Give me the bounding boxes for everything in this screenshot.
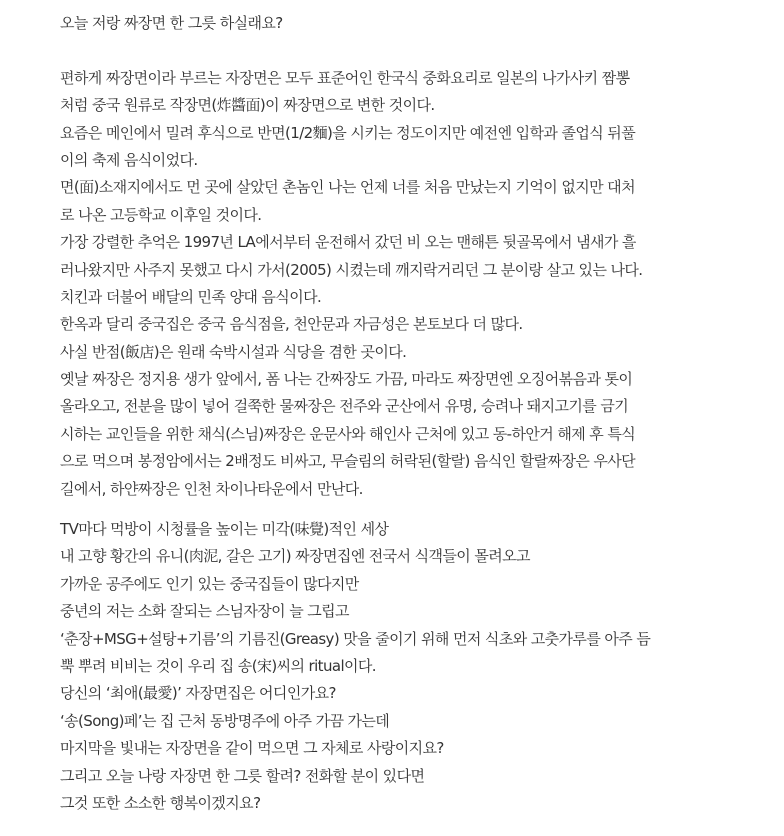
text-line: 편하게 짜장면이라 부르는 자장면은 모두 표준어인 한국식 중화요리로 일본의 나가사키 짬뽕 [60,68,630,87]
text-line: 길에서, 하얀짜장은 인천 차이나타운에서 만난다. [60,479,363,498]
article-title: 오늘 저랑 짜장면 한 그릇 하실래요? [60,14,283,32]
paragraph [60,311,750,338]
text-line: 로 나온 고등학교 이후일 것이다. [60,205,262,224]
verse-line: 마지막을 빛내는 자장면을 같이 먹으면 그 자체로 사랑이지요? [60,739,444,758]
paragraph [60,284,750,311]
text-line: 치킨과 더불어 배달의 민족 양대 음식이다. [60,287,322,306]
verse-line: ‘송(Song)페’는 집 근처 동방명주에 아주 가끔 가는데 [60,711,390,730]
text-line: 면(面)소재지에서도 먼 곳에 살았던 촌놈인 나는 언제 너를 처음 만났는지 기억이 없지만 대처 [60,178,635,197]
verse-line: 가까운 공주에도 인기 있는 중국집들이 많다지만 [60,574,359,593]
verse-line: 당신의 ‘최애(最愛)’ 자장면집은 어디인가요? [60,684,336,703]
paragraph [60,65,750,120]
text-line: 처럼 중국 원류로 작장면(炸醬面)이 짜장면으로 변한 것이다. [60,96,435,115]
text-line: 시하는 교인들을 위한 채식(스님)짜장은 운문사와 해인사 근처에 있고 동-하안거 해제 후 특식 [60,424,636,443]
text-line: 사실 반점(飯店)은 원래 숙박시설과 식당을 겸한 곳이다. [60,342,407,361]
verse-line: TV마다 먹방이 시청률을 높이는 미각(味覺)적인 세상 [60,520,389,539]
text-line: 으로 먹으며 봉정암에서는 2배정도 비싸고, 무슬림의 허락된(할랄) 음식인 할랄짜장은 우사단 [60,452,636,471]
paragraph [60,366,750,503]
article-body [60,10,750,817]
text-line: 옛날 짜장은 정지용 생가 앞에서, 폼 나는 간짜장도 가끔, 마라도 짜장면엔 오징어볶음과 톳이 [60,370,633,389]
text-line: 한옥과 달리 중국집은 중국 음식점을, 천안문과 자금성은 본토보다 더 많다. [60,315,523,334]
blank-line [60,503,750,516]
text-line: 러나왔지만 사주지 못했고 다시 가서(2005) 시켰는데 깨지락거리던 그 분이랑 살고 있는 나다. [60,260,643,279]
blank-line [60,37,750,64]
verse-block [60,516,750,817]
verse-line: 중년의 저는 소화 잘되는 스님자장이 늘 그립고 [60,602,349,621]
verse-line: 그리고 오늘 나랑 자장면 한 그릇 할려? 전화할 분이 있다면 [60,766,425,785]
verse-line: 그것 또한 소소한 행복이겠지요? [60,793,261,812]
text-line: 올라오고, 전분을 많이 넣어 걸쭉한 물짜장은 전주와 군산에서 유명, 승려나 돼지고기를 금기 [60,397,629,416]
paragraph [60,120,750,175]
text-line: 요즘은 메인에서 밀려 후식으로 반면(1/2麵)을 시키는 정도이지만 예전엔 입학과 졸업식 뒤풀 [60,123,636,142]
verse-line: ‘춘장+MSG+설탕+기름’의 기름진(Greasy) 맛을 줄이기 위해 먼저 식초와 고춧가루를 아주 듬 [60,629,651,648]
paragraph [60,174,750,229]
paragraph [60,339,750,366]
verse-line: 내 고향 황간의 유니(肉泥, 갈은 고기) 짜장면집엔 전국서 식객들이 몰려오고 [60,547,530,566]
text-line: 이의 축제 음식이었다. [60,150,198,169]
text-line: 가장 강렬한 추억은 1997년 LA에서부터 운전해서 갔던 비 오는 맨해튼 뒷골목에서 냄새가 흘 [60,233,636,252]
paragraph [60,229,750,284]
verse-line: 뿍 뿌려 비비는 것이 우리 집 송(宋)씨의 ritual이다. [60,656,376,675]
